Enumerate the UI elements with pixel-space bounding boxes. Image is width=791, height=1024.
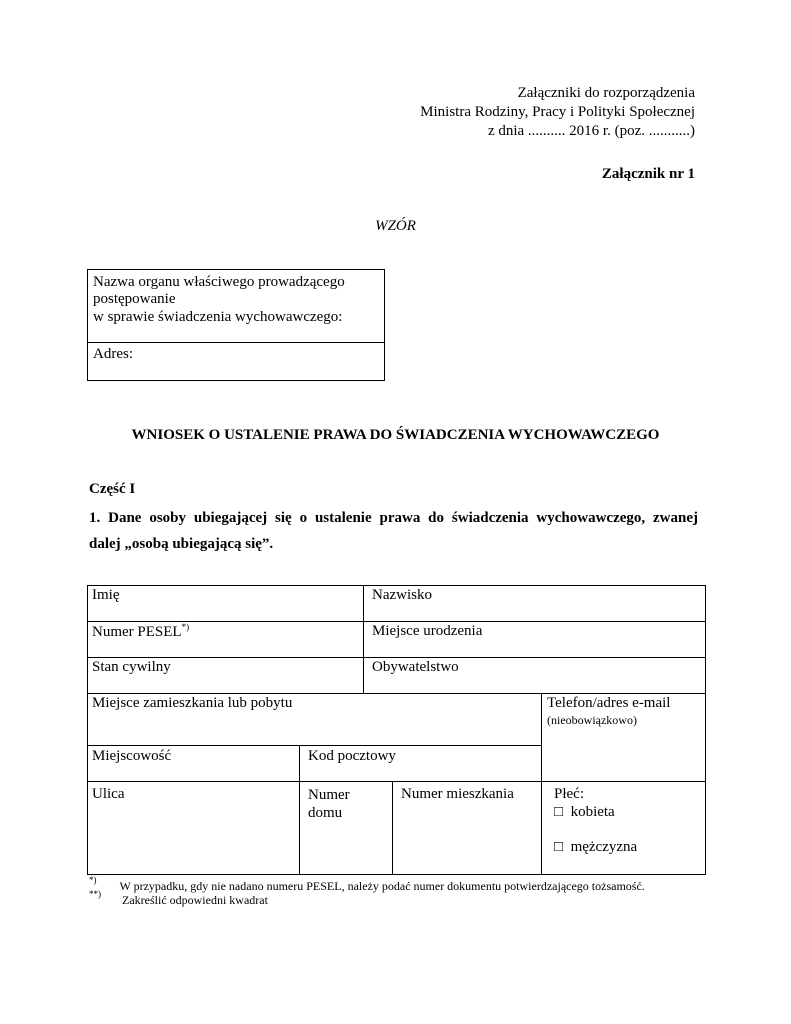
pesel-field[interactable]: [92, 622, 189, 641]
authority-line-2: postępowanie: [93, 291, 176, 307]
header-line-2: Ministra Rodziny, Pracy i Polityki Społecznej: [420, 104, 695, 120]
annex-label: Załącznik nr 1: [601, 166, 695, 182]
residence-field[interactable]: Miejsce zamieszkania lub pobytu: [92, 695, 293, 711]
header-line-1: Załączniki do rozporządzenia: [517, 85, 695, 101]
section-1-line-2: dalej „osobą ubiegającą się”.: [89, 536, 274, 552]
pesel-label: Numer PESEL: [92, 624, 182, 640]
birthplace-field[interactable]: Miejsce urodzenia: [372, 623, 483, 639]
citizenship-field[interactable]: Obywatelstwo: [372, 659, 459, 675]
section-1-line-1: 1. Dane osoby ubiegającej się o ustalenie prawa do świadczenia wychowawczego, zwanej: [89, 510, 698, 526]
contact-field[interactable]: Telefon/adres e-mail: [547, 695, 671, 711]
locality-field[interactable]: Miejscowość: [92, 748, 172, 764]
table-rule: [392, 781, 393, 875]
section-1-heading: [89, 505, 698, 557]
checkbox-icon[interactable]: □: [554, 839, 564, 855]
postal-code-field[interactable]: Kod pocztowy: [308, 748, 396, 764]
sex-label: Płeć:: [554, 786, 584, 802]
table-border-bottom: [87, 874, 706, 875]
sex-option-female[interactable]: [554, 804, 615, 821]
house-number-label-2: domu: [308, 805, 343, 821]
authority-box: [87, 269, 385, 381]
footnote-1-mark: *): [89, 875, 97, 885]
first-name-field[interactable]: Imię: [92, 587, 120, 603]
regulation-header: [420, 84, 695, 141]
table-border-top: [87, 585, 706, 586]
house-number-label-1: Numer: [308, 787, 350, 803]
header-line-3: z dnia .......... 2016 r. (poz. ...........): [487, 123, 695, 139]
last-name-field[interactable]: Nazwisko: [372, 587, 432, 603]
table-rule: [299, 745, 300, 875]
table-rule: [541, 693, 542, 875]
footnote-2: [89, 891, 268, 908]
authority-address-label: Adres:: [93, 346, 133, 362]
marital-status-field[interactable]: Stan cywilny: [92, 659, 171, 675]
contact-optional-note: (nieobowiązkowo): [547, 713, 637, 727]
pesel-footnote-mark: *): [181, 622, 190, 632]
part-label: Część I: [89, 481, 136, 497]
form-title: WNIOSEK O USTALENIE PRAWA DO ŚWIADCZENIA WYCHOWAWCZEGO: [131, 427, 660, 443]
table-rule: [87, 781, 706, 782]
footnote-1-text: W przypadku, gdy nie nadano numeru PESEL, należy podać numer dokumentu potwierdzającego tożsamość.: [119, 879, 645, 893]
table-rule: [87, 657, 706, 658]
table-rule: [87, 693, 706, 694]
table-border-left: [87, 585, 88, 875]
table-rule: [363, 585, 364, 694]
table-border-right: [705, 585, 706, 875]
checkbox-icon[interactable]: □: [554, 804, 564, 820]
table-rule: [87, 745, 541, 746]
template-label: WZÓR: [375, 218, 416, 234]
authority-line-1: Nazwa organu właściwego prowadzącego: [93, 274, 345, 290]
street-field[interactable]: Ulica: [92, 786, 125, 802]
sex-option-male-label: mężczyzna: [570, 839, 638, 855]
apartment-number-field[interactable]: Numer mieszkania: [401, 786, 514, 802]
sex-option-female-label: kobieta: [570, 804, 615, 820]
applicant-data-table: [87, 585, 706, 875]
footnote-2-mark: **): [89, 889, 101, 899]
authority-line-3: w sprawie świadczenia wychowawczego:: [93, 309, 343, 325]
footnote-2-text: Zakreślić odpowiedni kwadrat: [122, 893, 268, 907]
authority-name-section: [88, 270, 384, 343]
house-number-field[interactable]: [308, 786, 350, 822]
sex-option-male[interactable]: [554, 839, 637, 856]
